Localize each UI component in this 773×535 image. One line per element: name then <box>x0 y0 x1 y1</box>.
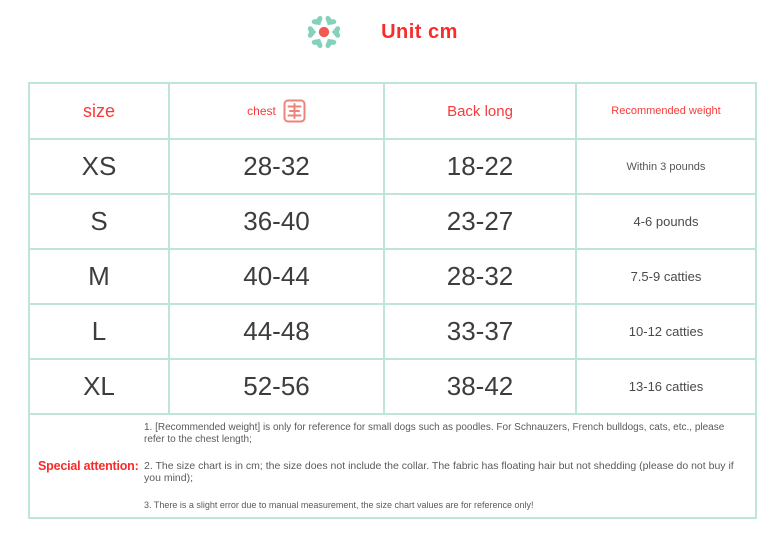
size-cell: M <box>29 249 169 304</box>
wei-circumference-stamp-icon <box>283 99 306 123</box>
size-chart-page <box>0 6 773 535</box>
size-chart-table <box>28 82 757 519</box>
size-header-label: size <box>82 100 115 121</box>
weight-cell: 4-6 pounds <box>576 194 756 249</box>
back-long-cell: 18-22 <box>384 139 576 194</box>
chest-cell: 40-44 <box>169 249 384 304</box>
notes-row <box>29 414 756 518</box>
note-item-1: 1. [Recommended weight] is only for reference for small dogs such as poodles. For Schnauzers, French bulldogs, cats, etc., please refer to the chest length; <box>144 421 725 445</box>
back-long-cell: 28-32 <box>384 249 576 304</box>
size-cell: XL <box>29 359 169 414</box>
back-long-cell: 23-27 <box>384 194 576 249</box>
unit-label: Unit cm <box>381 20 458 43</box>
back-long-cell: 33-37 <box>384 304 576 359</box>
column-header-back-long: Back long <box>384 83 576 139</box>
chest-cell: 36-40 <box>169 194 384 249</box>
note-item-3: 3. There is a slight error due to manual measurement, the size chart values are for reference only! <box>144 499 534 510</box>
table-row-xl <box>29 359 756 414</box>
table-row-l <box>29 304 756 359</box>
column-header-recommended-weight: Recommended weight <box>576 83 756 139</box>
weight-cell: 13-16 catties <box>576 359 756 414</box>
weight-cell: 10-12 catties <box>576 304 756 359</box>
size-cell: L <box>29 304 169 359</box>
page-header <box>0 6 765 58</box>
table-row-xs <box>29 139 756 194</box>
back-long-cell: 38-42 <box>384 359 576 414</box>
weight-cell: 7.5-9 catties <box>576 249 756 304</box>
chest-header-label: chest <box>247 104 276 118</box>
column-header-chest <box>169 83 384 139</box>
chest-cell: 28-32 <box>169 139 384 194</box>
column-header-size <box>29 83 169 139</box>
table-row-m <box>29 249 756 304</box>
chest-cell: 52-56 <box>169 359 384 414</box>
notes-section <box>30 415 755 517</box>
table-header-row <box>29 83 756 139</box>
special-attention-label: Special attention: <box>38 459 139 473</box>
notes-list <box>144 422 745 511</box>
weight-cell: Within 3 pounds <box>576 139 756 194</box>
flower-hearts-icon <box>299 7 349 57</box>
table-row-s <box>29 194 756 249</box>
size-cell: S <box>29 194 169 249</box>
note-item-2: 2. The size chart is in cm; the size does not include the collar. The fabric has floating hair but not shedding (please do not buy if you mind); <box>144 459 734 485</box>
size-cell: XS <box>29 139 169 194</box>
chest-cell: 44-48 <box>169 304 384 359</box>
